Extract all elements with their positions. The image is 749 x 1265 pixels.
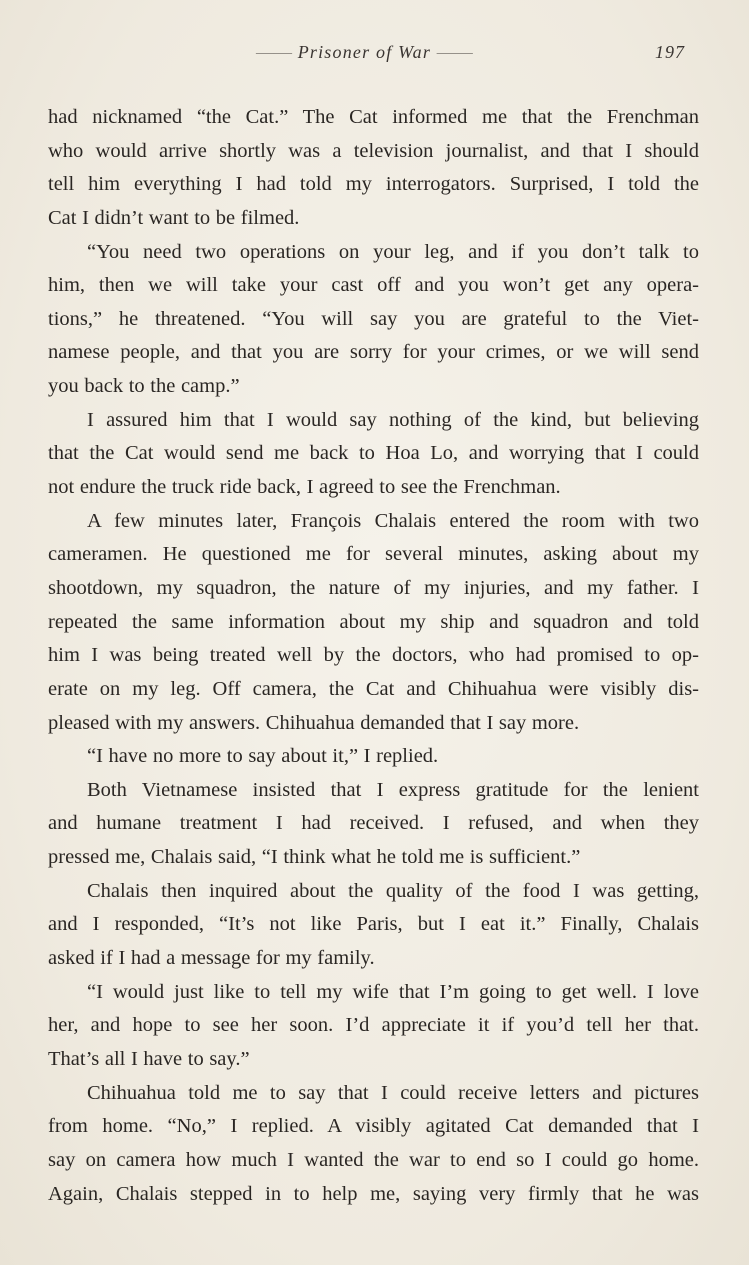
text-line: pressed me, Chalais said, “I think what he told me is sufficient.” (48, 846, 581, 869)
text-line: That’s all I have to say.” (48, 1047, 250, 1070)
text-line: and I responded, “It’s not like Paris, but I eat it.” Finally, Chalais (48, 913, 699, 936)
paragraph (48, 740, 699, 774)
text-line: and humane treatment I had received. I refused, and when they (48, 812, 699, 835)
text-line: Chalais then inquired about the quality of the food I was getting, (87, 879, 699, 902)
paragraph (48, 1077, 699, 1212)
body-text (48, 101, 699, 1211)
text-line: “I have no more to say about it,” I replied. (87, 745, 439, 768)
text-line: that the Cat would send me back to Hoa Lo, and worrying that I could (48, 442, 699, 465)
text-line: had nicknamed “the Cat.” The Cat informed me that the Frenchman (48, 106, 699, 128)
text-line: namese people, and that you are sorry for your crimes, or we will send (48, 341, 699, 364)
text-line: cameramen. He questioned me for several minutes, asking about my (48, 543, 699, 566)
text-line: A few minutes later, François Chalais entered the room with two (87, 509, 699, 532)
text-line: tell him everything I had told my interrogators. Surprised, I told the (48, 173, 699, 196)
text-line: Both Vietnamese insisted that I express gratitude for the lenient (87, 778, 699, 801)
text-line: Again, Chalais stepped in to help me, saying very firmly that he was (48, 1182, 699, 1205)
paragraph (48, 774, 699, 875)
text-line: shootdown, my squadron, the nature of my injuries, and my father. I (48, 576, 699, 599)
text-line: you back to the camp.” (48, 375, 240, 398)
running-head-title-group (256, 42, 473, 63)
text-line: asked if I had a message for my family. (48, 947, 375, 970)
text-line: “You need two operations on your leg, and if you don’t talk to (87, 240, 699, 263)
text-line: him I was being treated well by the doctors, who had promised to op- (48, 644, 699, 667)
text-line: her, and hope to see her soon. I’d appreciate it if you’d tell her that. (48, 1014, 699, 1037)
text-line: him, then we will take your cast off and you won’t get any opera- (48, 274, 699, 297)
paragraph (48, 101, 699, 236)
text-line: tions,” he threatened. “You will say you are grateful to the Viet- (48, 307, 699, 330)
running-head (0, 42, 749, 68)
text-line: Chihuahua told me to say that I could receive letters and pictures (87, 1081, 699, 1104)
running-head-left-rule: —— (256, 42, 292, 62)
text-line: “I would just like to tell my wife that I’m going to get well. I love (87, 980, 699, 1003)
text-line: pleased with my answers. Chihuahua demanded that I say more. (48, 711, 580, 734)
text-line: Cat I didn’t want to be filmed. (48, 206, 300, 229)
page-number: 197 (655, 42, 685, 62)
running-head-title: Prisoner of War (297, 42, 432, 62)
paragraph (48, 505, 699, 740)
text-line: erate on my leg. Off camera, the Cat and Chihuahua were visibly dis- (48, 677, 699, 700)
text-line: not endure the truck ride back, I agreed to see the Frenchman. (48, 476, 561, 499)
text-line: I assured him that I would say nothing of the kind, but believing (87, 408, 699, 431)
text-line: repeated the same information about my ship and squadron and told (48, 610, 699, 633)
paragraph (48, 976, 699, 1077)
text-line: from home. “No,” I replied. A visibly agitated Cat demanded that I (48, 1115, 699, 1138)
paragraph (48, 404, 699, 505)
paragraph (48, 236, 699, 404)
paragraph (48, 875, 699, 976)
text-line: who would arrive shortly was a television journalist, and that I should (48, 139, 699, 162)
text-line: say on camera how much I wanted the war to end so I could go home. (48, 1148, 699, 1171)
running-head-right-rule: —— (436, 42, 473, 62)
